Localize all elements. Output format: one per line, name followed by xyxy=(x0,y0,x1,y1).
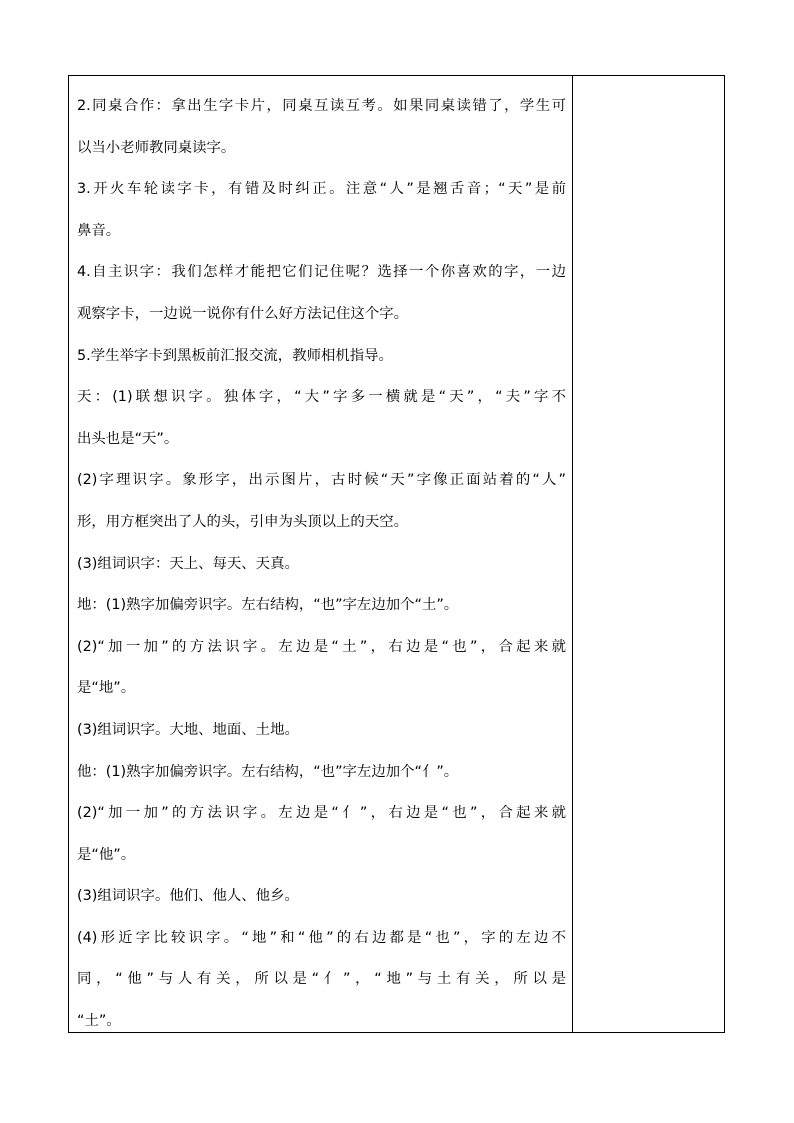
text-line: 同，“他”与人有关，所以是“亻”，“地”与土有关，所以是 xyxy=(77,971,566,988)
text-line: (3)组词识字。他们、他人、他乡。 xyxy=(77,888,299,905)
notes-cell xyxy=(573,76,724,1032)
text-line: (2)“加一加”的方法识字。左边是“亻”，右边是“也”，合起来就 xyxy=(77,805,566,822)
text-line: 是“他”。 xyxy=(77,846,136,863)
text-line: 出头也是“天”。 xyxy=(77,430,179,447)
text-line: “土”。 xyxy=(77,1013,121,1030)
text-line: 形，用方框突出了人的头，引申为头顶以上的天空。 xyxy=(77,513,408,530)
lesson-table xyxy=(68,75,725,1033)
text-line: (2)“加一加”的方法识字。左边是“土”，右边是“也”，合起来就 xyxy=(77,638,566,655)
text-line: (4)形近字比较识字。“地”和“他”的右边都是“也”，字的左边不 xyxy=(77,929,566,946)
text-line: 2.同桌合作：拿出生字卡片，同桌互读互考。如果同桌读错了，学生可 xyxy=(77,98,566,114)
lesson-content-cell xyxy=(69,76,573,1032)
text-line: 观察字卡，一边说一说你有什么好方法记住这个字。 xyxy=(77,305,408,322)
text-line: 鼻音。 xyxy=(77,222,121,239)
text-line: 5.学生举字卡到黑板前汇报交流，教师相机指导。 xyxy=(77,347,393,364)
text-line: 他：(1)熟字加偏旁识字。左右结构，“也”字左边加个“亻”。 xyxy=(77,763,459,780)
text-line: 3.开火车轮读字卡，有错及时纠正。注意“人”是翘舌音；“天”是前 xyxy=(77,181,566,198)
text-line: 以当小老师教同桌读字。 xyxy=(77,139,236,156)
text-line: 4.自主识字：我们怎样才能把它们记住呢？选择一个你喜欢的字，一边 xyxy=(77,264,566,281)
text-line: (3)组词识字：天上、每天、天真。 xyxy=(77,555,299,572)
text-line: (2)字理识字。象形字，出示图片，古时候“天”字像正面站着的“人” xyxy=(77,472,566,489)
text-line: 是“地”。 xyxy=(77,680,136,697)
text-line: 天：(1)联想识字。独体字，“大”字多一横就是“天”，“夫”字不 xyxy=(77,389,566,406)
text-line: 地：(1)熟字加偏旁识字。左右结构，“也”字左边加个“土”。 xyxy=(77,597,459,614)
text-line: (3)组词识字。大地、地面、土地。 xyxy=(77,721,299,738)
